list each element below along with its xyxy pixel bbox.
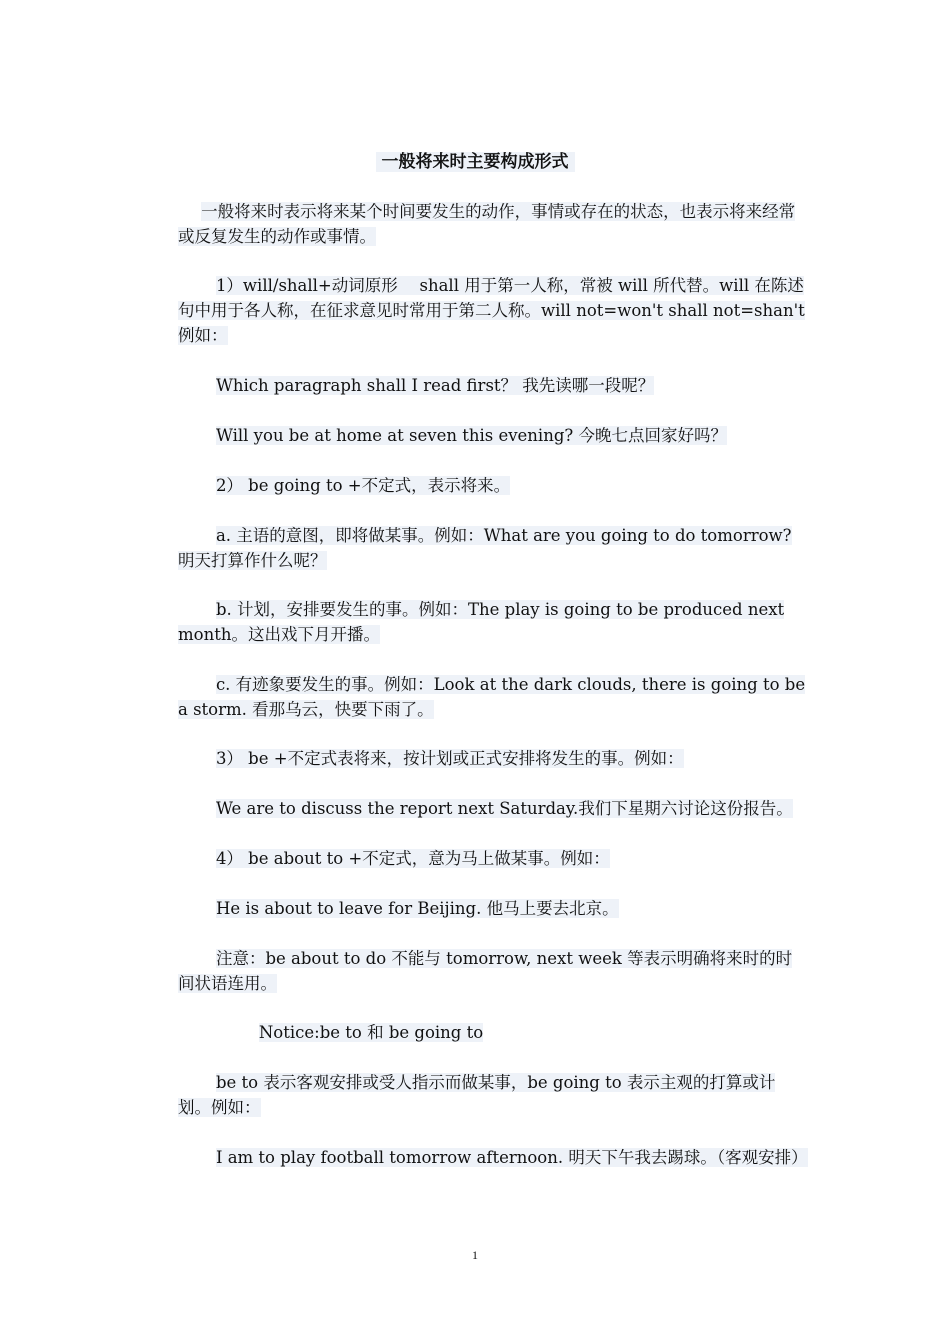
paragraph-example-3: We are to discuss the report next Saturday.我们下星期六讨论这份报告。: [215, 799, 793, 818]
paragraph-notice: Notice:be to 和 be going to: [258, 1023, 484, 1042]
document-title-text: 一般将来时主要构成形式: [376, 152, 575, 172]
paragraph-comparison: be to 表示客观安排或受人指示而做某事，be going to 表示主观的打算或计划。例如：: [178, 1073, 776, 1117]
paragraph-note: 注意：be about to do 不能与 tomorrow, next week 等表示明确将来时的时间状语连用。: [178, 949, 793, 993]
paragraph-be-about-to: 4） be about to +不定式，意为马上做某事。例如：: [215, 849, 610, 868]
paragraph-example-2: Will you be at home at seven this evening? 今晚七点回家好吗？: [215, 426, 727, 445]
document-title: [0, 150, 950, 174]
paragraph-be-going-to: 2） be going to +不定式，表示将来。: [215, 476, 511, 495]
paragraph-point-a: a. 主语的意图，即将做某事。例如：What are you going to do tomorrow? 明天打算作什么呢？: [178, 526, 792, 570]
paragraph-example-4: He is about to leave for Beijing. 他马上要去北京。: [215, 899, 619, 918]
page-number: 1: [472, 1248, 478, 1262]
paragraph-definition: 一般将来时表示将来某个时间要发生的动作，事情或存在的状态，也表示将来经常或反复发生的动作或事情。: [178, 202, 796, 246]
paragraph-example-5: I am to play football tomorrow afternoon. 明天下午我去踢球。（客观安排）: [215, 1148, 808, 1167]
paragraph-point-c: c. 有迹象要发生的事。例如：Look at the dark clouds, there is going to be a storm. 看那乌云，快要下雨了。: [178, 675, 806, 719]
paragraph-example-1: Which paragraph shall I read first？ 我先读哪一段呢？: [215, 376, 655, 395]
paragraph-will-shall: 1）will/shall+动词原形 shall 用于第一人称，常被 will 所代替。will 在陈述句中用于各人称，在征求意见时常用于第二人称。will not=won't shall not=shan't 例如：: [178, 276, 805, 345]
paragraph-point-b: b. 计划，安排要发生的事。例如：The play is going to be produced next month。这出戏下月开播。: [178, 600, 785, 644]
paragraph-be-infinitive: 3） be +不定式表将来，按计划或正式安排将发生的事。例如：: [215, 749, 684, 768]
